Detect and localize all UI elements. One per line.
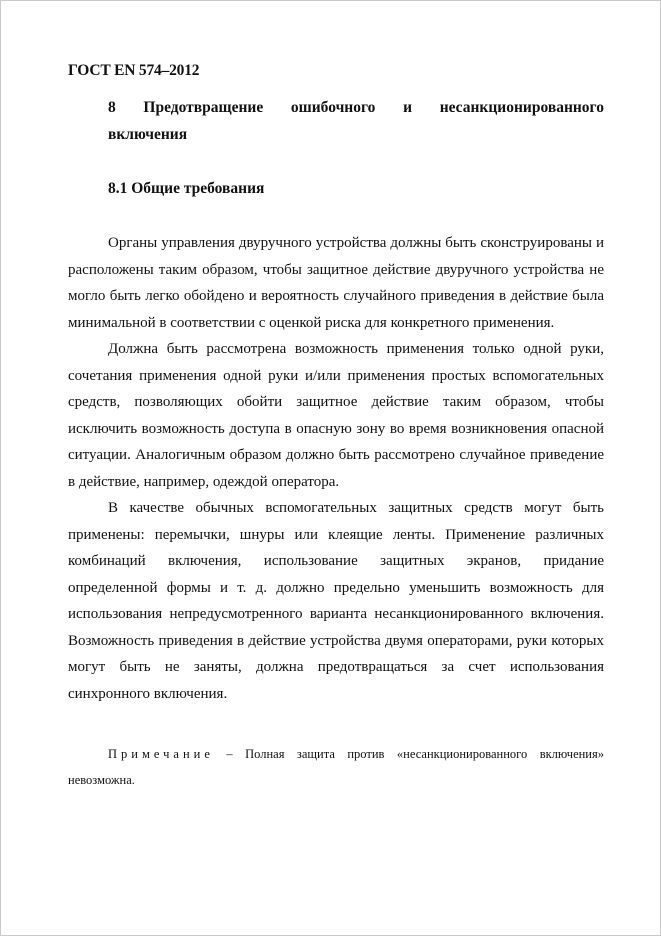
subsection-heading: 8.1 Общие требования	[108, 180, 265, 197]
section-title-line2: включения	[108, 126, 188, 143]
note	[68, 741, 604, 793]
document-header: ГОСТ EN 574–2012	[68, 62, 200, 79]
section-number: 8	[108, 99, 116, 116]
section-heading-line1	[108, 94, 604, 121]
section-heading	[108, 94, 604, 148]
paragraph: Органы управления двуручного устройства должны быть сконструированы и расположены таким образом, чтобы защитное действие двуручного устройства не могло быть легко обойдено и вероятность случайного приведения в действие была минимальной в соответствии с оценкой риска для конкретного применения.	[68, 235, 604, 331]
note-label: Примечание	[108, 747, 214, 761]
paragraph: В качестве обычных вспомогательных защитных средств могут быть применены: перемычки, шнуры или клеящие ленты. Применение различных комбинаций включения, использование защитных экранов, придание определенной формы и т. д. должно предельно уменьшить возможность для использования непредусмотренного варианта несанкционированного включения. Возможность приведения в действие устройства двумя операторами, руки которых могут быть не заняты, должна предотвращаться за счет использования синхронного включения.	[68, 500, 604, 702]
section-title-word: несанкционированного	[439, 99, 604, 116]
note-text: – Полная защита против «несанкционированного включения» невозможна.	[68, 747, 604, 787]
section-title-word: и	[403, 99, 413, 116]
section-title-word: Предотвращение	[143, 99, 264, 116]
body-text	[68, 230, 604, 707]
paragraph: Должна быть рассмотрена возможность применения только одной руки, сочетания применения одной руки и/или применения простых вспомогательных средств, позволяющих обойти защитное действие таким образом, чтобы исключить возможность доступа в опасную зону во время возникновения опасной ситуации. Аналогичным образом должно быть рассмотрено случайное приведение в действие, например, одеждой оператора.	[68, 341, 604, 490]
section-title-word: ошибочного	[290, 99, 376, 116]
